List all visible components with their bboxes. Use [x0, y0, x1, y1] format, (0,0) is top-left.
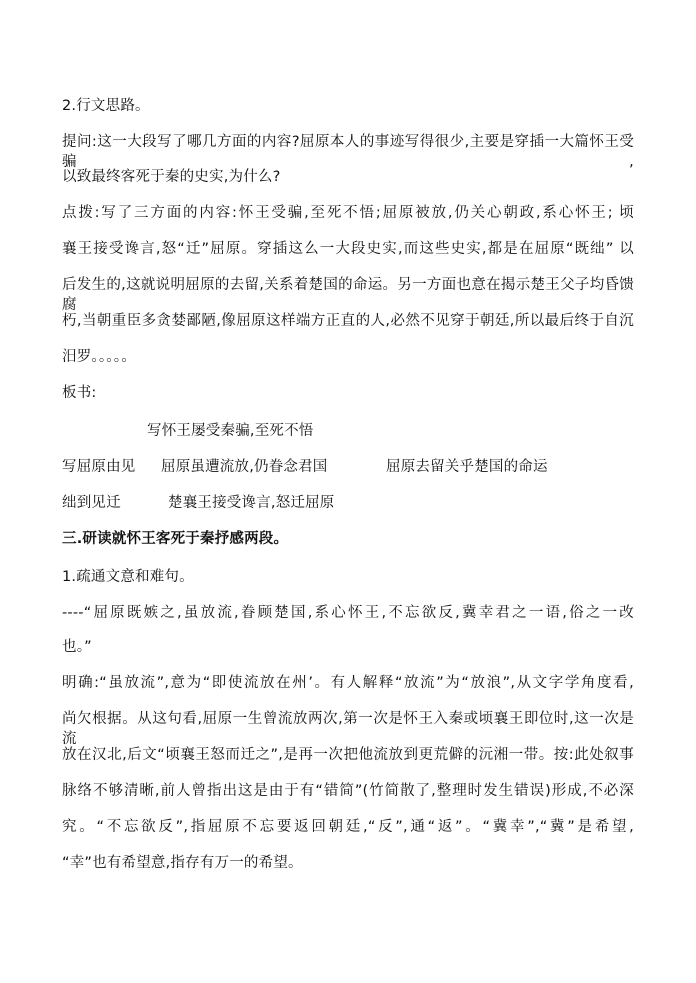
quote-line-1: ----“屈原既嫉之,虽放流,眷顾楚国,系心怀王,不忘欲反,冀幸君之一语,俗之一改	[62, 605, 634, 621]
board-row-2-left: 写屈原由见	[62, 459, 136, 475]
explain-line-2: 尚欠根据。从这句看,屈原一生曾流放两次,第一次是怀王入秦或顷襄王即位时,这一次是流	[62, 711, 634, 747]
answer-line-2: 襄王接受谗言,怒“迁”屈原。穿插这么一大段史实,而这些史实,都是在屈原“既绌” 以	[62, 241, 634, 257]
answer-line-1: 点拨:写了三方面的内容:怀王受骗,至死不悟;屈原被放,仍关心朝政,系心怀王; 顷	[62, 205, 634, 221]
section-3-item-1: 1.疏通文意和难句。	[62, 569, 194, 585]
board-row-1: 写怀王屡受秦骗,至死不悟	[147, 423, 314, 439]
board-row-2-right: 屈原去留关乎楚国的命运	[386, 459, 548, 475]
question-line-2: 以致最终客死于秦的史实,为什么?	[62, 169, 281, 185]
answer-line-3: 后发生的,这就说明屈原的去留,关系着楚国的命运。另一方面也意在揭示楚王父子均昏馈腐	[62, 277, 634, 313]
answer-line-4: 朽,当朝重臣多贪婪鄙陋,像屈原这样端方正直的人,必然不见穿于朝廷,所以最后终于自沉	[62, 313, 634, 329]
board-row-3-middle: 楚襄王接受谗言,怒迁屈原	[168, 495, 335, 511]
explain-line-4: 脉络不够清晰,前人曾指出这是由于有“错简”(竹简散了,整理时发生错误)形成,不必深	[62, 783, 634, 799]
explain-line-5: 究。“不忘欲反”,指屈原不忘要返回朝廷,“反”,通“返”。“冀幸”,“冀”是希望,	[62, 819, 634, 835]
section-3-heading: 三.研读就怀王客死于秦抒感两段。	[62, 531, 289, 547]
board-row-2-middle: 屈原虽遭流放,仍眷念君国	[161, 459, 328, 475]
explain-line-1: 明确:“虽放流”,意为“即使流放在州’。有人解释“放流”为“放浪”,从文字学角度看,	[62, 675, 634, 691]
answer-line-5: 汨罗。。。。。	[62, 349, 136, 365]
explain-line-6: “幸”也有希望意,指存有万一的希望。	[62, 855, 303, 871]
quote-line-2: 也。”	[62, 639, 92, 655]
explain-line-3: 放在汉北,后文“顷襄王怒而迁之”,是再一次把他流放到更荒僻的沅湘一带。按:此处叙事	[62, 747, 634, 763]
question-line-1: 提问:这一大段写了哪几方面的内容?屈原本人的事迹写得很少,主要是穿插一大篇怀王受骗,	[62, 134, 634, 170]
section-2-heading: 2.行文思路。	[62, 98, 150, 114]
board-label: 板书:	[62, 385, 97, 401]
board-row-3-left: 绌到见迁	[62, 495, 121, 511]
